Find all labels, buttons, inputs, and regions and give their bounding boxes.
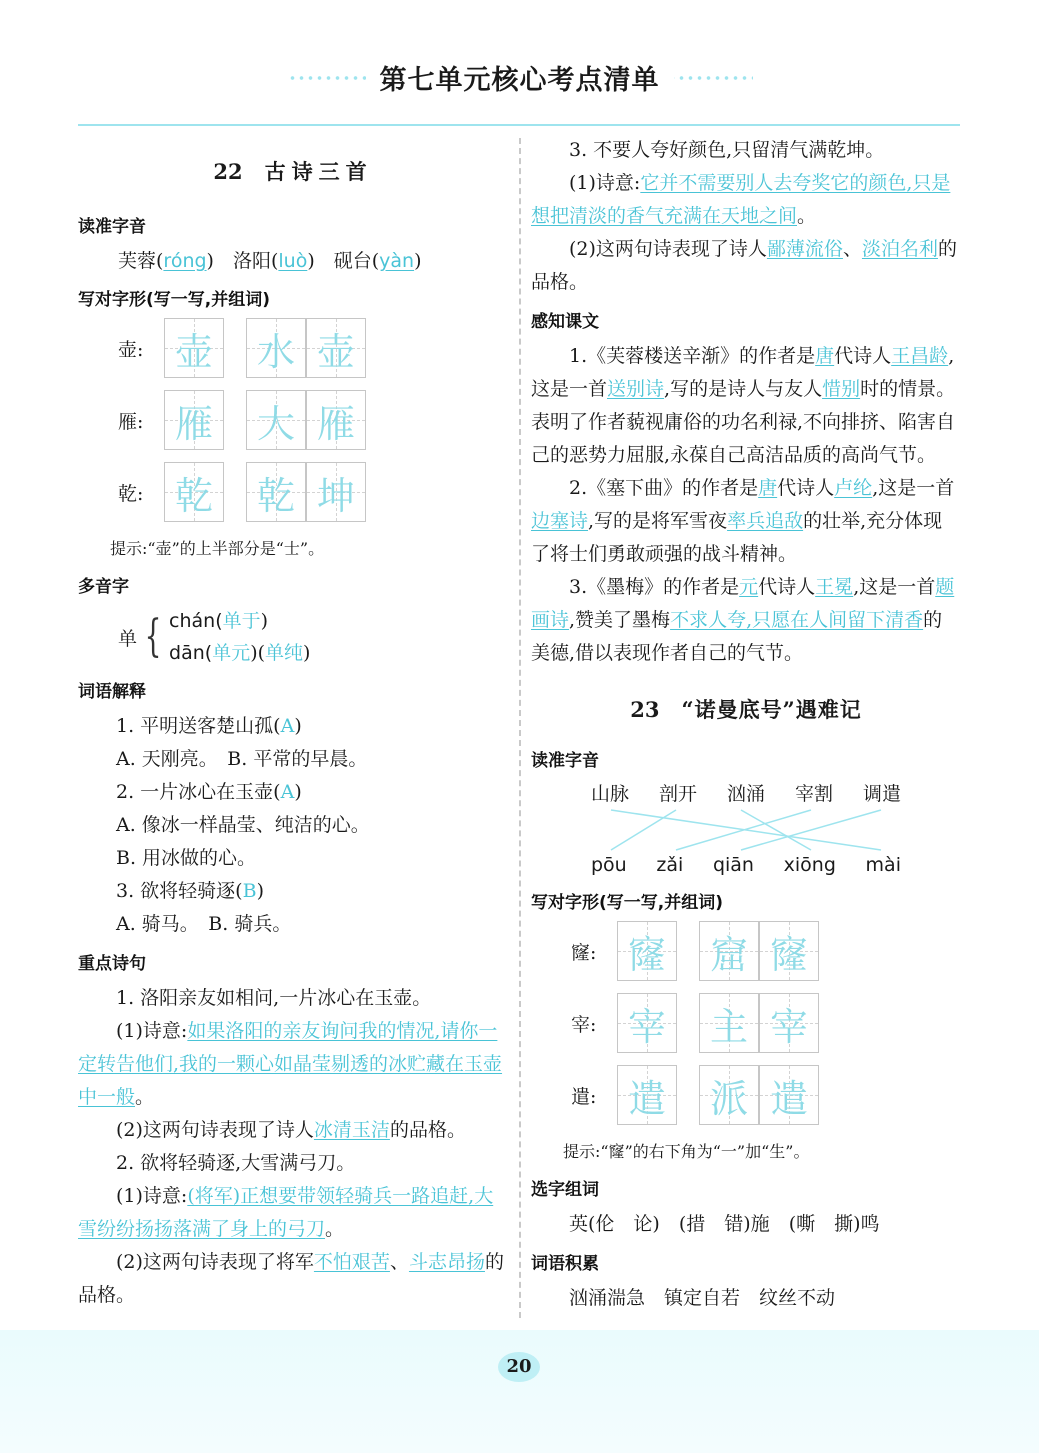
char-cell: 壶	[306, 318, 366, 378]
char-cell: 窿	[759, 921, 819, 981]
char-cell: 遣	[759, 1065, 819, 1125]
char-cell: 雁	[306, 390, 366, 450]
page-number: 20	[498, 1352, 540, 1382]
match-pinyins: pōu zǎi qiān xiōng mài	[591, 854, 901, 876]
polyphone-block: 单 { chán(单于) dān(单元)(单纯)	[118, 610, 311, 664]
char-cell: 水	[246, 318, 306, 378]
section-key-lines: 重点诗句	[78, 954, 146, 974]
accumulate-words: 汹涌湍急 镇定自若 纹丝不动	[569, 1287, 836, 1309]
char-row: 壶: 壶 水 壶	[118, 318, 508, 378]
char-cell: 窿	[617, 921, 677, 981]
section-polyphone: 多音字	[78, 577, 129, 597]
column-divider	[519, 138, 521, 1318]
char-row: 遣: 遣 派 遣	[571, 1065, 961, 1125]
char-row: 雁: 雁 大 雁	[118, 390, 508, 450]
poem-quality: (2)这两句诗表现了诗人冰清玉洁的品格。	[116, 1119, 466, 1141]
section-pronunciation-23: 读准字音	[531, 751, 599, 771]
word-question: 1. 平明送客楚山孤(A)	[116, 715, 302, 737]
char-cell: 主	[699, 993, 759, 1053]
left-column	[78, 130, 508, 1312]
poem-quality: (2)这两句诗表现了将军不怕艰苦、斗志昂扬的品格。	[78, 1251, 504, 1306]
poem-meaning: (1)诗意:如果洛阳的亲友询问我的情况,请你一定转告他们,我的一颗心如晶莹剔透的冰贮藏在玉壶中一般。	[78, 1020, 503, 1108]
text-paragraph: 1.《芙蓉楼送辛渐》的作者是唐代诗人王昌龄,这是一首送别诗,写的是诗人与友人惜别时的情景。表明了作者藐视庸俗的功名利禄,不向排挤、陷害自己的恶势力屈服,永葆自己高洁品质的高尚气节。	[531, 345, 956, 466]
poem-line: 1. 洛阳亲友如相问,一片冰心在玉壶。	[116, 987, 432, 1009]
section-choose: 选字组词	[531, 1180, 599, 1200]
section-text-understanding: 感知课文	[531, 312, 599, 332]
header-rule	[78, 124, 960, 126]
char-cell: 乾	[164, 462, 224, 522]
word-question: 2. 一片冰心在玉壶(A)	[116, 781, 302, 803]
char-cell: 窟	[699, 921, 759, 981]
page-title: 第七单元核心考点清单	[366, 58, 674, 97]
poem-meaning: (1)诗意:(将军)正想要带领轻骑兵一路追赶,大雪纷纷扬扬落满了身上的弓刀。	[78, 1185, 494, 1240]
char-row: 乾: 乾 乾 坤	[118, 462, 508, 522]
char-cell: 雁	[164, 390, 224, 450]
poem-meaning: (1)诗意:它并不需要别人去夸奖它的颜色,只是想把清淡的香气充满在天地之间。	[531, 172, 951, 227]
char-cell: 宰	[617, 993, 677, 1053]
header-dots-right	[668, 75, 753, 81]
char-cell: 坤	[306, 462, 366, 522]
header-dots-left	[288, 75, 373, 81]
lesson-23-title: 23 “诺曼底号”遇难记	[630, 697, 862, 722]
section-write: 写对字形(写一写,并组词)	[78, 290, 270, 310]
word-question: 3. 欲将轻骑逐(B)	[116, 880, 264, 902]
char-cell: 大	[246, 390, 306, 450]
section-pronunciation: 读准字音	[78, 217, 146, 237]
poem-quality: (2)这两句诗表现了诗人鄙薄流俗、淡泊名利的品格。	[531, 238, 957, 293]
char-cell: 壶	[164, 318, 224, 378]
matching-lines	[591, 806, 901, 854]
char-row: 宰: 宰 主 宰	[571, 993, 961, 1053]
hint-text: 提示:“窿”的右下角为“一”加“生”。	[563, 1142, 810, 1161]
word-options: A. 天刚亮。 B. 平常的早晨。	[116, 748, 368, 770]
section-word-meaning: 词语解释	[78, 682, 146, 702]
char-cell: 遣	[617, 1065, 677, 1125]
match-words: 山脉 剖开 汹涌 宰割 调遣	[591, 783, 901, 805]
section-write-23: 写对字形(写一写,并组词)	[531, 893, 723, 913]
char-row: 窿: 窿 窟 窿	[571, 921, 961, 981]
brace-icon: {	[144, 611, 162, 662]
hint-text: 提示:“壶”的上半部分是“士”。	[110, 539, 325, 558]
lesson-22-title: 22 古诗三首	[213, 159, 373, 184]
char-cell: 乾	[246, 462, 306, 522]
right-column	[531, 134, 961, 1315]
footer-band	[0, 1330, 1039, 1453]
section-accumulate: 词语积累	[531, 1254, 599, 1274]
pronunciation-line: 芙蓉(róng) 洛阳(luò) 砚台(yàn)	[118, 250, 422, 272]
poem-line: 2. 欲将轻骑逐,大雪满弓刀。	[116, 1152, 356, 1174]
char-cell: 派	[699, 1065, 759, 1125]
page-header	[0, 58, 1039, 97]
text-paragraph: 2.《塞下曲》的作者是唐代诗人卢纶,这是一首边塞诗,写的是将军雪夜率兵追敌的壮举,充分体现了将士们勇敢顽强的战斗精神。	[531, 477, 955, 565]
char-cell: 宰	[759, 993, 819, 1053]
choose-line: 英(伦 论) (措 错)施 (嘶 撕)鸣	[569, 1213, 880, 1235]
word-options: A. 像冰一样晶莹、纯洁的心。	[116, 814, 370, 836]
word-options: B. 用冰做的心。	[116, 847, 257, 869]
word-options: A. 骑马。 B. 骑兵。	[116, 913, 292, 935]
text-paragraph: 3.《墨梅》的作者是元代诗人王冕,这是一首题画诗,赞美了墨梅不求人夸,只愿在人间留下清香的美德,借以表现作者自己的气节。	[531, 576, 955, 664]
poem-line: 3. 不要人夸好颜色,只留清气满乾坤。	[569, 139, 885, 161]
